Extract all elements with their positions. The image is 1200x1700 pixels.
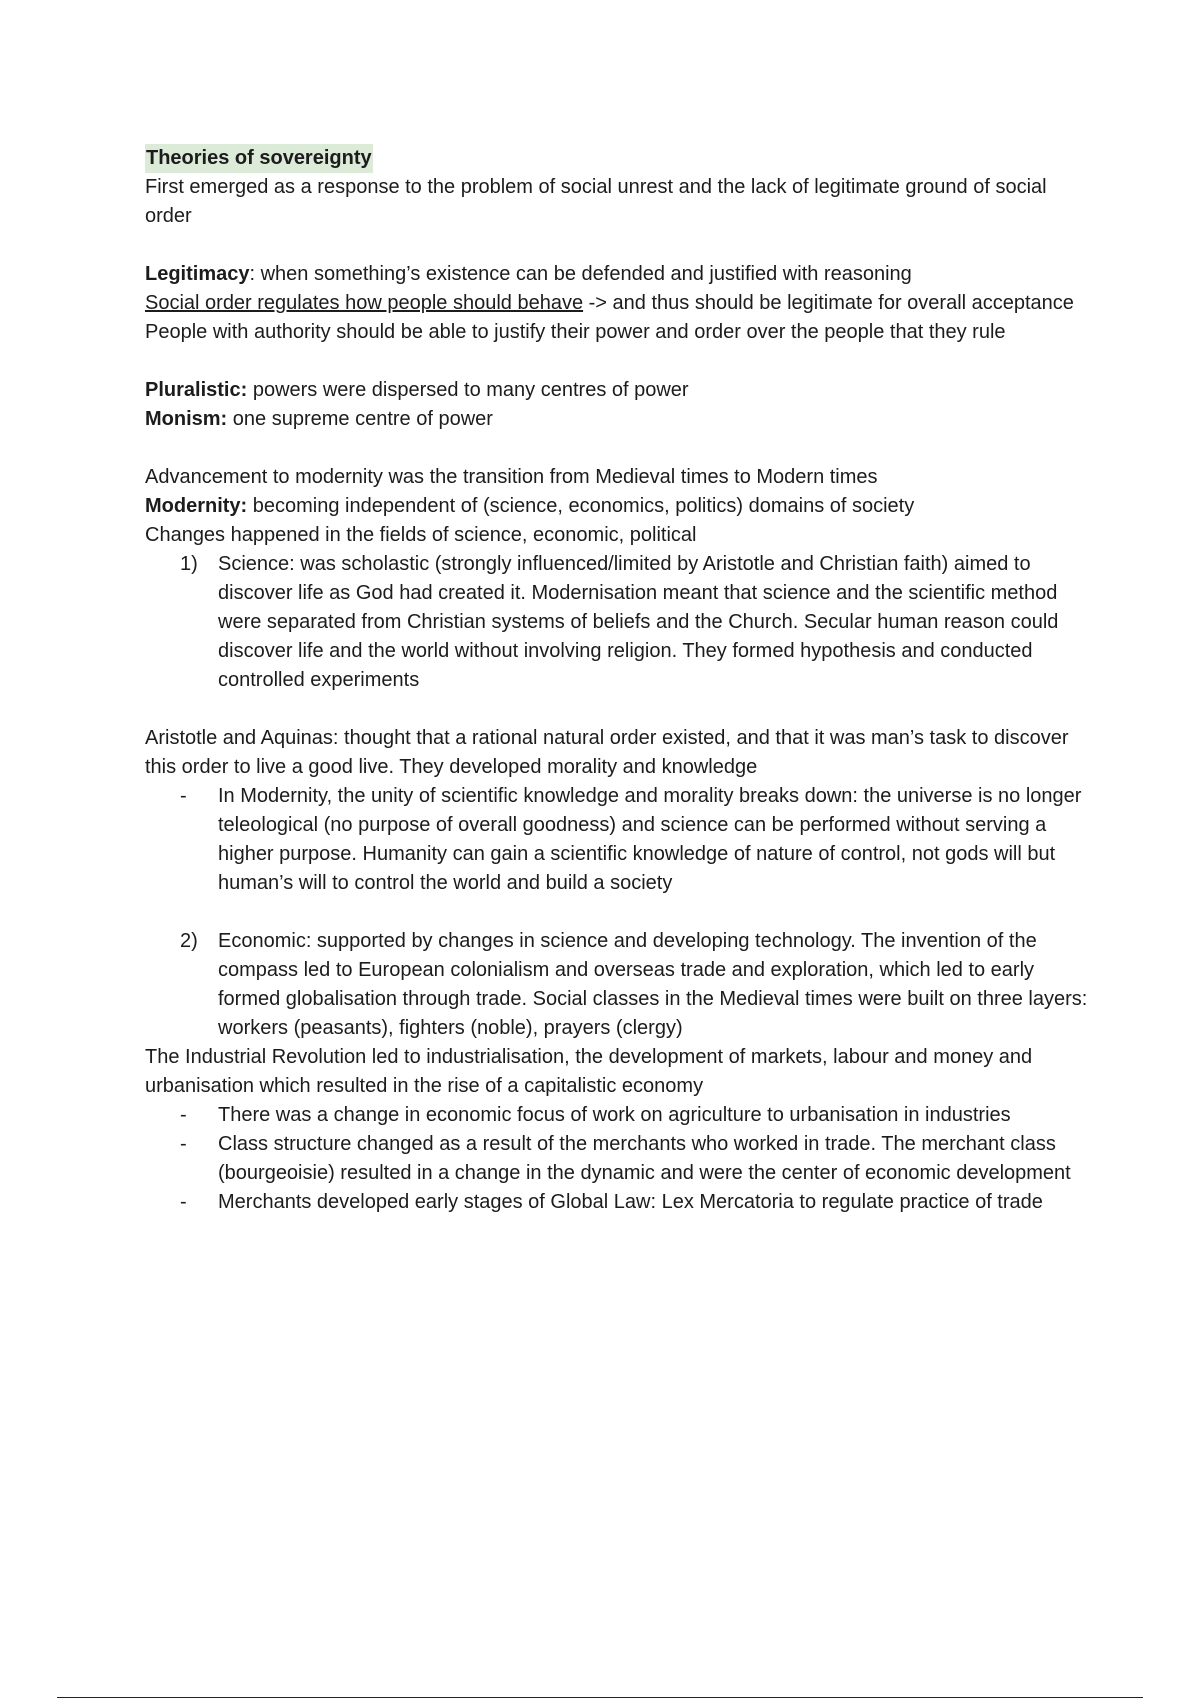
authority-paragraph: People with authority should be able to justify their power and order over the people that they rule bbox=[145, 321, 1006, 343]
bullet-dash: - bbox=[180, 785, 187, 807]
monism-text: one supreme centre of power bbox=[227, 408, 493, 430]
title-line bbox=[145, 144, 1095, 173]
list-item bbox=[180, 1188, 1095, 1217]
intro-paragraph: First emerged as a response to the problem of social unrest and the lack of legitimate ground of social order bbox=[145, 176, 1047, 227]
list-item-text: Economic: supported by changes in science and developing technology. The invention of the compass led to European colonialism and overseas trade and exploration, which led to early formed globalisation through trade. Social classes in the Medieval times were built on three layers: workers (peasants), fighters (noble), prayers (clergy) bbox=[218, 930, 1088, 1039]
bullet-dash: - bbox=[180, 1133, 187, 1155]
monism-term: Monism: bbox=[145, 408, 228, 430]
modernity-text: becoming independent of (science, economics, politics) domains of society bbox=[247, 495, 915, 517]
list-item-text: There was a change in economic focus of work on agriculture to urbanisation in industries bbox=[218, 1104, 1011, 1126]
legitimacy-definition bbox=[145, 260, 1095, 289]
list-item-text: Science: was scholastic (strongly influenced/limited by Aristotle and Christian faith) aimed to discover life as God had created it. Modernisation meant that science and the scientific method were separated from Christian systems of beliefs and the Church. Secular human reason could discover life and the world without involving religion. They formed hypothesis and conducted controlled experiments bbox=[218, 553, 1059, 691]
modernity-term: Modernity: bbox=[145, 495, 248, 517]
spacer bbox=[145, 347, 1095, 376]
list-item-text: Merchants developed early stages of Global Law: Lex Mercatoria to regulate practice of trade bbox=[218, 1191, 1043, 1213]
list-item-science bbox=[180, 550, 1095, 695]
pluralistic-text: powers were dispersed to many centres of power bbox=[247, 379, 689, 401]
page-bottom-divider bbox=[57, 1697, 1143, 1698]
list-marker: 2) bbox=[180, 930, 198, 952]
monism-definition bbox=[145, 405, 1095, 434]
aristotle-paragraph: Aristotle and Aquinas: thought that a rational natural order existed, and that it was man’s task to discover this order to live a good live. They developed morality and knowledge bbox=[145, 727, 1069, 778]
bullet-dash: - bbox=[180, 1191, 187, 1213]
spacer bbox=[145, 695, 1095, 724]
social-order-rest: -> and thus should be legitimate for overall acceptance bbox=[583, 292, 1074, 314]
bullet-dash: - bbox=[180, 1104, 187, 1126]
pluralistic-definition bbox=[145, 376, 1095, 405]
social-order-underlined: Social order regulates how people should behave bbox=[145, 292, 584, 314]
list-item-modernity bbox=[180, 782, 1095, 898]
list-item bbox=[180, 1101, 1095, 1130]
spacer bbox=[145, 898, 1095, 927]
list-marker: 1) bbox=[180, 553, 198, 575]
legitimacy-term: Legitimacy bbox=[145, 263, 250, 285]
changes-paragraph: Changes happened in the fields of science, economic, political bbox=[145, 524, 697, 546]
industrial-paragraph: The Industrial Revolution led to industrialisation, the development of markets, labour and money and urbanisation which resulted in the rise of a capitalistic economy bbox=[145, 1046, 1033, 1097]
modernity-definition bbox=[145, 492, 1095, 521]
document-page bbox=[145, 144, 1095, 1217]
spacer bbox=[145, 231, 1095, 260]
legitimacy-text: : when something’s existence can be defended and justified with reasoning bbox=[249, 263, 912, 285]
advancement-paragraph: Advancement to modernity was the transition from Medieval times to Modern times bbox=[145, 466, 878, 488]
list-item-economic bbox=[180, 927, 1095, 1043]
spacer bbox=[145, 434, 1095, 463]
list-item bbox=[180, 1130, 1095, 1188]
list-item-text: Class structure changed as a result of the merchants who worked in trade. The merchant class (bourgeoisie) resulted in a change in the dynamic and were the center of economic development bbox=[218, 1133, 1071, 1184]
pluralistic-term: Pluralistic: bbox=[145, 379, 248, 401]
page-title: Theories of sovereignty bbox=[145, 144, 373, 173]
list-item-text: In Modernity, the unity of scientific knowledge and morality breaks down: the universe is no longer teleological (no purpose of overall goodness) and science can be performed without serving a higher purpose. Humanity can gain a scientific knowledge of nature of control, not gods will but human’s will to control the world and build a society bbox=[218, 785, 1082, 894]
social-order-paragraph bbox=[145, 289, 1095, 318]
